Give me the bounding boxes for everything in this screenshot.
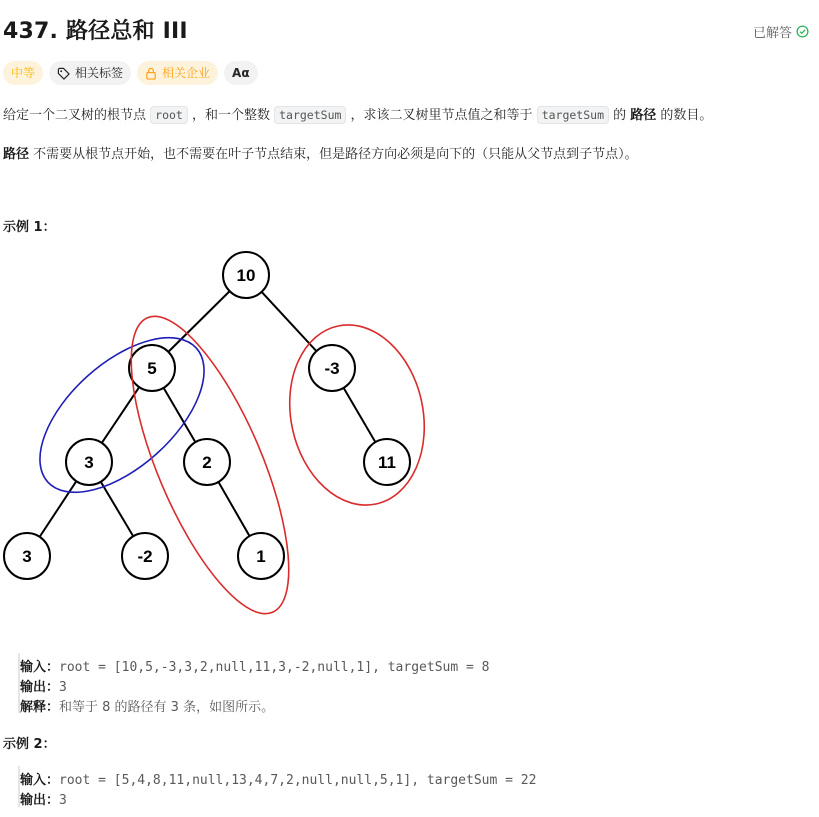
tag-icon	[57, 67, 70, 80]
problem-title[interactable]: 437. 路径总和 III	[3, 19, 188, 44]
node-label: -2	[137, 547, 153, 566]
topics-tag-label: 相关标签	[75, 66, 124, 80]
check-circle-icon	[796, 25, 809, 38]
topics-tag-button[interactable]	[49, 61, 131, 85]
example-1-input	[20, 656, 489, 675]
difficulty-label: 中等	[11, 66, 36, 80]
explanation-value: 和等于 8 的路径有 3 条，如图所示。	[59, 700, 275, 715]
output-value: 3	[59, 793, 67, 808]
node-label: 11	[378, 453, 396, 472]
inline-code: root	[150, 106, 188, 124]
inline-code: targetSum	[537, 106, 609, 124]
input-label: 输入：	[20, 773, 60, 788]
description-paragraph-1	[3, 104, 712, 123]
example-2-title: 示例 2：	[3, 737, 56, 752]
desc-text: ，求该二叉树里节点值之和等于	[346, 108, 537, 123]
solved-label: 已解答	[752, 26, 792, 41]
description-paragraph-2	[3, 143, 638, 162]
desc-text: 的数目。	[656, 108, 713, 123]
example-2-input	[20, 769, 536, 788]
desc-text: 不需要从根节点开始，也不需要在叶子节点结束，但是路径方向必须是向下的（只能从父节点到子节点）。	[29, 147, 638, 162]
font-toggle-icon: Aα	[232, 66, 250, 80]
solved-status	[753, 22, 809, 41]
output-value: 3	[59, 680, 67, 695]
node-label: 3	[84, 453, 94, 472]
explanation-label: 解释：	[20, 700, 60, 715]
example-2-output	[20, 789, 67, 808]
desc-bold: 路径	[630, 108, 657, 123]
lock-icon	[145, 67, 157, 80]
example-1-tree-figure	[0, 240, 460, 620]
tag-row	[3, 61, 258, 85]
desc-text: 给定一个二叉树的根节点	[3, 108, 151, 123]
example-1-output	[20, 676, 67, 695]
example-1-explanation	[20, 696, 274, 715]
path-ellipse-red	[274, 312, 441, 517]
node-label: 1	[256, 547, 266, 566]
input-value: root = [10,5,-3,3,2,null,11,3,-2,null,1], targetSum = 8	[59, 660, 490, 675]
companies-tag-label: 相关企业	[162, 66, 211, 80]
node-label: 5	[147, 359, 157, 378]
tree-edges	[27, 275, 387, 556]
difficulty-badge	[3, 61, 43, 85]
input-value: root = [5,4,8,11,null,13,4,7,2,null,null,5,1], targetSum = 22	[59, 773, 537, 788]
path-ellipse-blue	[13, 309, 231, 520]
node-label: 10	[236, 266, 256, 285]
node-label: 2	[202, 453, 212, 472]
title-row	[3, 14, 813, 50]
node-label: 3	[22, 547, 32, 566]
companies-tag-button[interactable]	[137, 61, 218, 85]
desc-text: ，和一个整数	[187, 108, 275, 123]
output-label: 输出：	[20, 793, 60, 808]
desc-text: 的	[609, 108, 631, 123]
desc-bold: 路径	[3, 147, 30, 162]
font-toggle-button[interactable]	[224, 61, 258, 85]
input-label: 输入：	[20, 660, 60, 675]
example-1-title: 示例 1：	[3, 220, 56, 235]
tree-nodes	[4, 252, 410, 579]
output-label: 输出：	[20, 680, 60, 695]
inline-code: targetSum	[274, 106, 346, 124]
node-label: -3	[324, 359, 340, 378]
